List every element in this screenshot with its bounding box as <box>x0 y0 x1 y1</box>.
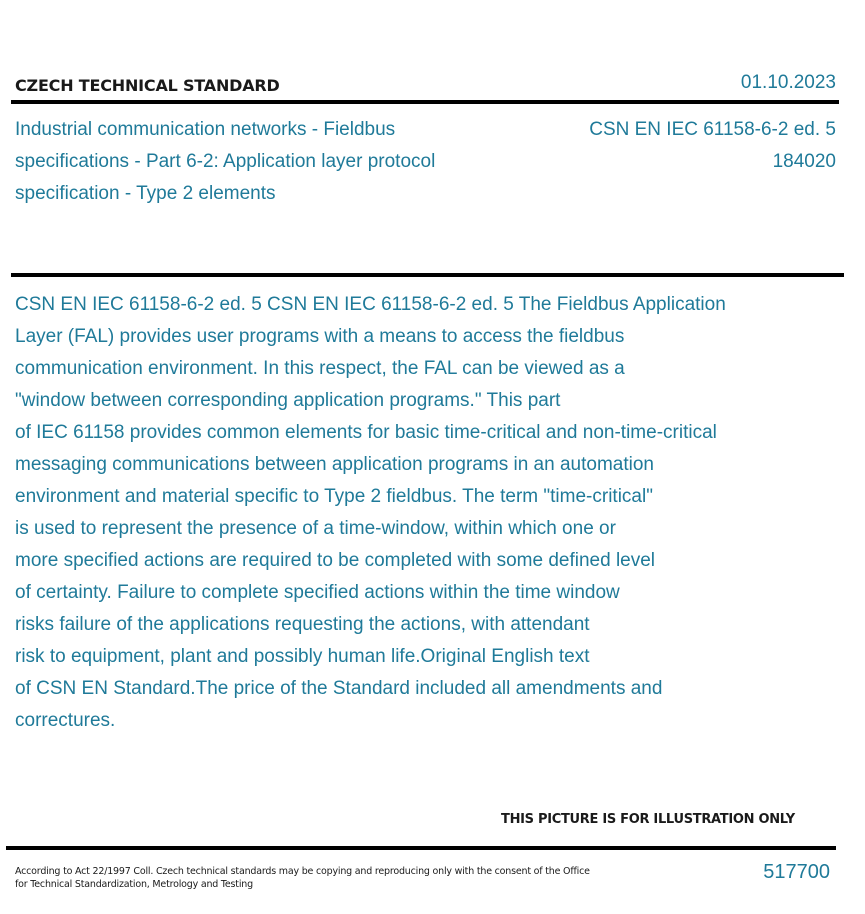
standard-abstract: CSN EN IEC 61158-6-2 ed. 5 CSN EN IEC 61158-6-2 ed. 5 The Fieldbus Application Layer (FAL) provides user programs with a means to access the fieldbus communication environment. In this respect, the FAL can be viewed as a "window between corresponding application programs." This part of IEC 61158 provides common elements for basic time-critical and non-time-critical messaging communications between application programs in an automation environment and material specific to Type 2 fieldbus. The term "time-critical" is used to represent the presence of a time-window, within which one or more specified actions are required to be completed with some defined level of certainty. Failure to complete specified actions within the time window risks failure of the applications requesting the actions, with attendant risk to equipment, plant and possibly human life.Original English text of CSN EN Standard.The price of the Standard included all amendments and correctures. <box>15 294 726 731</box>
legal-notice: According to Act 22/1997 Coll. Czech technical standards may be copying and reproducing only with the consent of the Office for Technical Standardization, Metrology and Testing <box>15 866 590 890</box>
standard-code: CSN EN IEC 61158-6-2 ed. 5 <box>589 119 836 140</box>
standard-title: Industrial communication networks - Fieldbus specifications - Part 6-2: Application layer protocol specification - Type 2 elements <box>15 119 436 204</box>
publication-date: 01.10.2023 <box>740 72 836 93</box>
section-divider <box>11 273 844 277</box>
header-divider <box>11 100 839 104</box>
document-id: 517700 <box>763 861 830 883</box>
document-header-title: CZECH TECHNICAL STANDARD <box>15 76 280 95</box>
standard-code-block <box>589 114 836 178</box>
classification-number: 184020 <box>772 151 836 172</box>
illustration-notice: THIS PICTURE IS FOR ILLUSTRATION ONLY <box>501 812 795 827</box>
footer-divider <box>6 846 836 850</box>
